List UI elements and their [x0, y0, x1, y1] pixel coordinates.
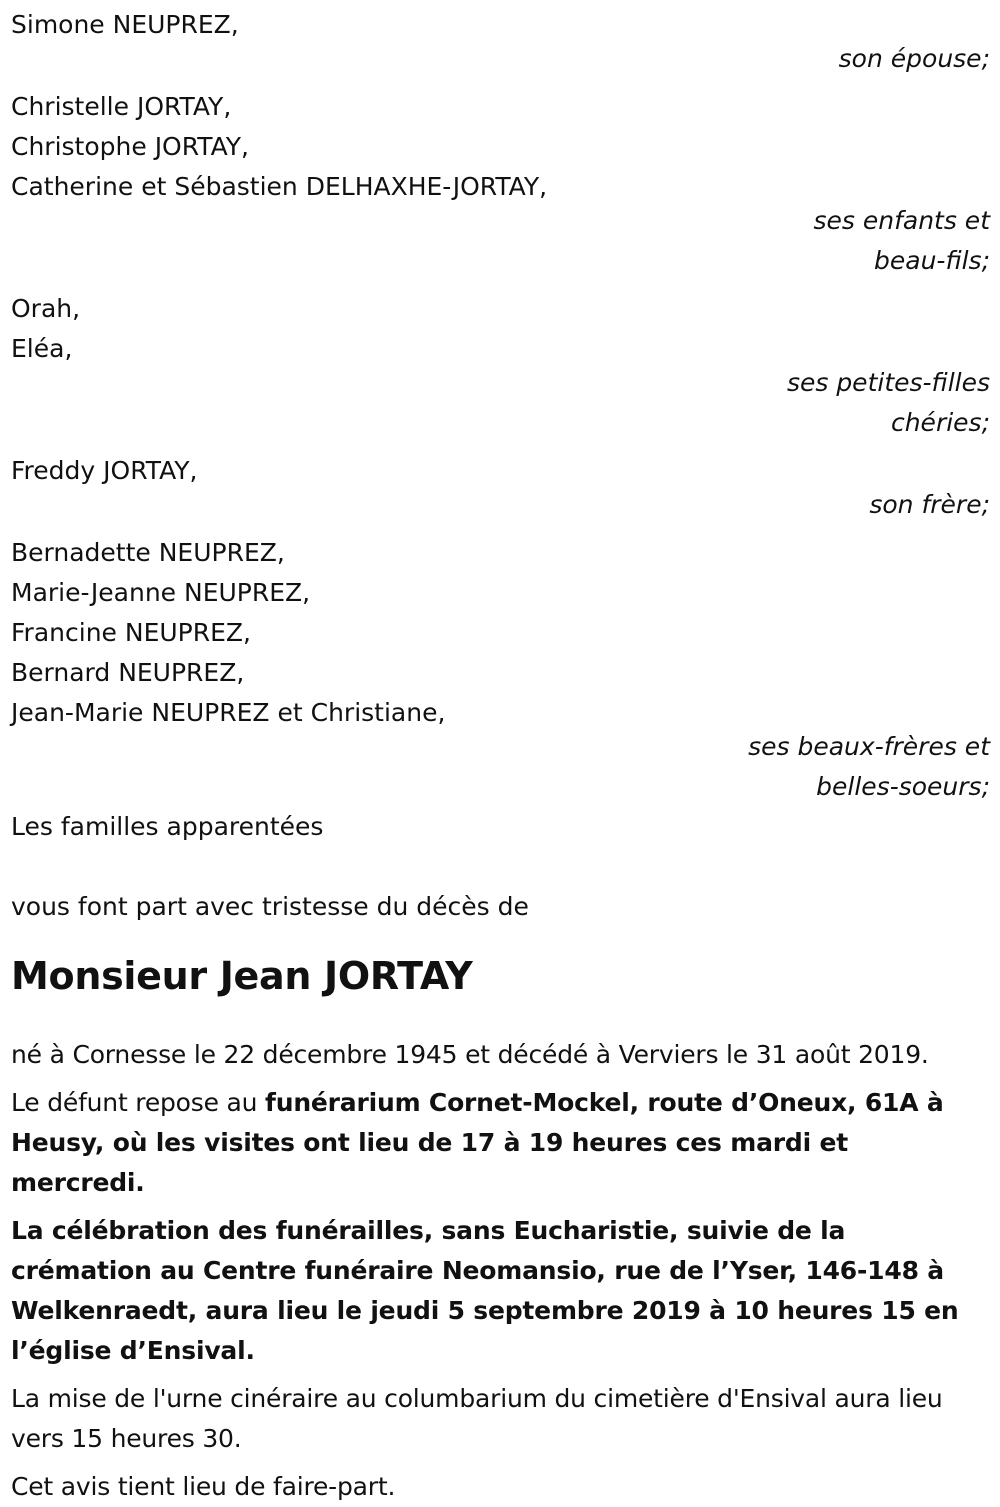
rest-location: [11, 1083, 990, 1203]
relationship-label: son épouse;: [838, 44, 990, 73]
urn-details: La mise de l'urne cinéraire au columbarium du cimetière d'Ensival aura lieu vers 15 heures 30.: [11, 1384, 943, 1453]
announcement-text: vous font part avec tristesse du décès de: [11, 892, 529, 921]
relationship-label: chéries;: [890, 408, 990, 437]
family-name: Bernard NEUPREZ,: [11, 658, 245, 687]
relationship-label: ses enfants et: [813, 206, 990, 235]
ceremony-text: La célébration des funérailles, sans Eucharistie, suivie de la crémation au Centre funéraire Neomansio, rue de l’Yser, 146-148 à Welkenraedt, aura lieu le jeudi 5 septembre 2019 à 10 heures 15 en l’église d’Ensival.: [11, 1216, 959, 1365]
family-name: Christophe JORTAY,: [11, 132, 250, 161]
closing-note: Cet avis tient lieu de faire-part.: [11, 1472, 396, 1501]
family-name: Orah,: [11, 294, 81, 323]
relationship-label: belles-soeurs;: [816, 772, 990, 801]
family-name: Catherine et Sébastien DELHAXHE-JORTAY,: [11, 172, 548, 201]
relationship-label: ses beaux-frères et: [748, 732, 990, 761]
family-group-in-laws: [11, 533, 990, 807]
family-group-children: [11, 87, 990, 281]
family-group-grandchildren: [11, 289, 990, 443]
relationship-label: beau-fils;: [874, 246, 990, 275]
relationship-label: son frère;: [869, 490, 990, 519]
rest-prefix: Le défunt repose au: [11, 1088, 266, 1117]
family-name: Eléa,: [11, 334, 73, 363]
related-families: Les familles apparentées: [11, 812, 324, 841]
family-group-brother: [11, 451, 990, 525]
deceased-name: Monsieur Jean JORTAY: [11, 954, 473, 998]
family-name: Freddy JORTAY,: [11, 456, 198, 485]
family-name: Bernadette NEUPREZ,: [11, 538, 285, 567]
ceremony-details: [11, 1211, 990, 1371]
relationship-label: ses petites-filles: [786, 368, 990, 397]
family-name: Francine NEUPREZ,: [11, 618, 251, 647]
family-name: Marie-Jeanne NEUPREZ,: [11, 578, 311, 607]
family-name: Jean-Marie NEUPREZ et Christiane,: [11, 698, 446, 727]
family-group-spouse: [11, 5, 990, 79]
birth-death-dates: né à Cornesse le 22 décembre 1945 et décédé à Verviers le 31 août 2019.: [11, 1040, 929, 1069]
family-name: Christelle JORTAY,: [11, 92, 232, 121]
funerarium-details: funérarium Cornet-Mockel, route d’Oneux, 61A à Heusy, où les visites ont lieu de 17 à 19 heures ces mardi et mercredi.: [11, 1088, 944, 1197]
family-name: Simone NEUPREZ,: [11, 10, 239, 39]
